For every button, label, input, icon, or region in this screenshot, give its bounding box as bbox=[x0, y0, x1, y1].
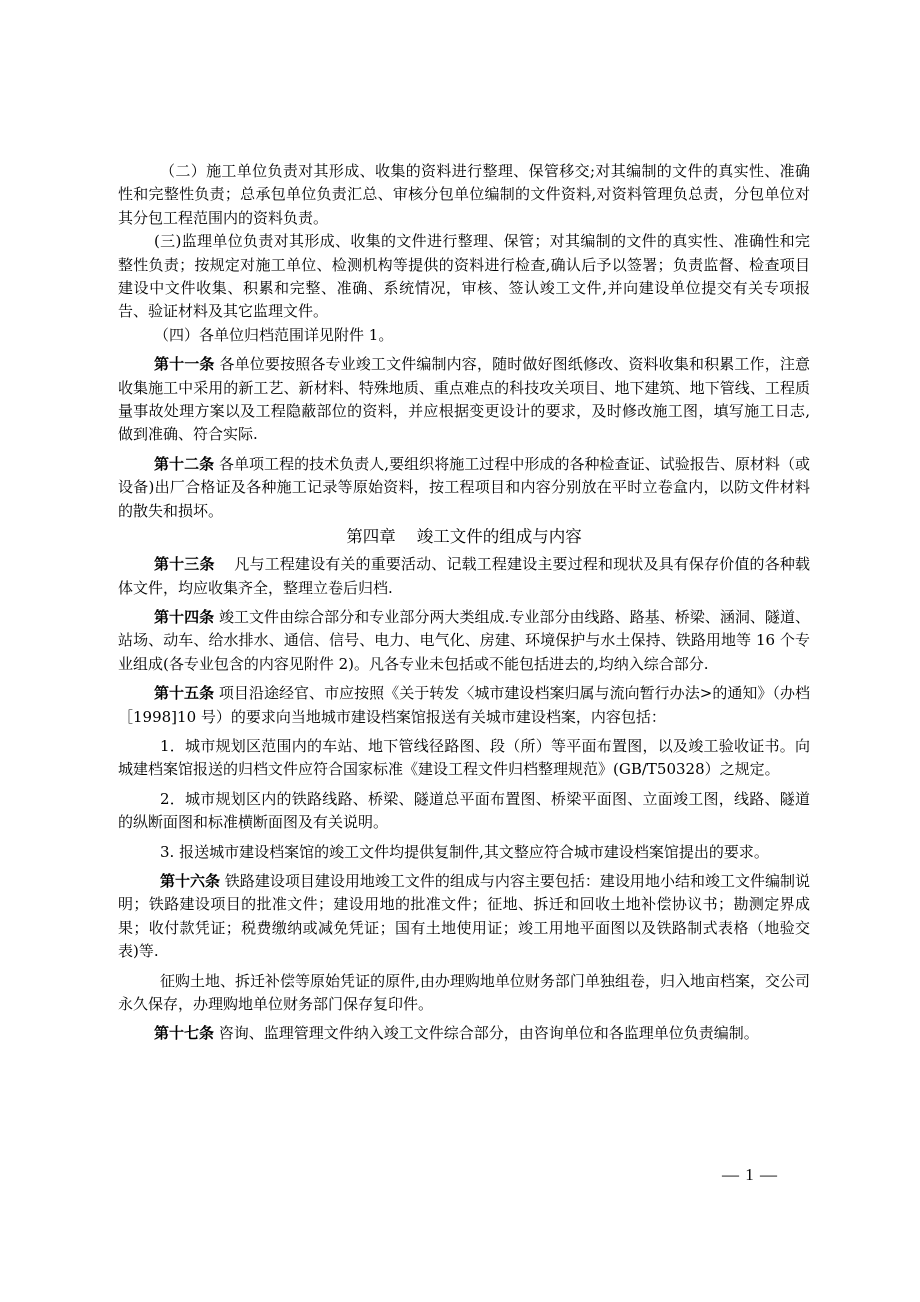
article-number: 第十三条 bbox=[154, 555, 215, 574]
article-text: 各单位要按照各专业竣工文件编制内容，随时做好图纸修改、资料收集和积累工作，注意收集施工中采用的新工艺、新材料、特殊地质、重点难点的科技攻关项目、地下建筑、地下管线、工程质量事故处理方案以及工程隐蔽部位的资料，并应根据变更设计的要求，及时修改施工图，填写施工日志,做到准确、符合实际. bbox=[118, 355, 810, 444]
article-13 bbox=[118, 553, 810, 600]
article-text: 各单项工程的技术负责人,要组织将施工过程中形成的各种检查证、试验报告、原材料（或设备)出厂合格证及各种施工记录等原始资料，按工程项目和内容分别放在平时立卷盒内，以防文件材料的散失和损坏。 bbox=[118, 454, 810, 520]
article-12 bbox=[118, 453, 810, 523]
list-item-3 bbox=[118, 841, 810, 864]
article-14 bbox=[118, 606, 810, 676]
list-item-text: 3. 报送城市建设档案馆的竣工文件均提供复制件,其文整应符合城市建设档案馆提出的要求。 bbox=[160, 842, 769, 861]
paragraph-text: 征购土地、拆迁补偿等原始凭证的原件,由办理购地单位财务部门单独组卷，归入地亩档案，交公司永久保存，办理购地单位财务部门保存复印件。 bbox=[118, 971, 810, 1013]
article-number: 第十四条 bbox=[154, 607, 215, 626]
article-number: 第十五条 bbox=[154, 684, 215, 703]
paragraph-text: （四）各单位归档范围详见附件 1。 bbox=[154, 325, 394, 344]
article-text: 项目沿途经官、市应按照《关于转发〈城市建设档案归属与流向暂行办法>的通知》（办档［1998]10 号）的要求向当地城市建设档案馆报送有关城市建设档案，内容包括： bbox=[118, 684, 810, 726]
list-item-2 bbox=[118, 788, 810, 835]
article-16 bbox=[118, 870, 810, 964]
article-number: 第十六条 bbox=[160, 871, 221, 890]
chapter-title: 第四章 竣工文件的组成与内容 bbox=[346, 527, 582, 547]
paragraph-construction-unit bbox=[118, 160, 810, 230]
paragraph-text: (三)监理单位负责对其形成、收集的文件进行整理、保管；对其编制的文件的真实性、准确性和完整性负责；按规定对施工单位、检测机构等提供的资料进行检查,确认后予以签署；负责监督、检查项目建设中文件收集、积累和完整、准确、系统情况，审核、签认竣工文件,并向建设单位提交有关专项报告、验证材料及其它监理文件。 bbox=[118, 232, 810, 321]
paragraph-text: （二）施工单位负责对其形成、收集的资料进行整理、保管移交;对其编制的文件的真实性、准确性和完整性负责；总承包单位负责汇总、审核分包单位编制的文件资料,对资料管理负总责，分包单位对其分包工程范围内的资料负责。 bbox=[118, 162, 810, 227]
article-number: 第十二条 bbox=[154, 454, 215, 473]
article-11 bbox=[118, 353, 810, 447]
list-item-text: 2．城市规划区内的铁路线路、桥梁、隧道总平面布置图、桥梁平面图、立面竣工图，线路、隧道的纵断面图和标准横断面图及有关说明。 bbox=[118, 789, 810, 832]
article-text: 凡与工程建设有关的重要活动、记载工程建设主要过程和现状及具有保存价值的各种载体文件，均应收集齐全，整理立卷后归档. bbox=[118, 555, 810, 597]
paragraph-archive-scope bbox=[118, 324, 810, 347]
list-item-text: 1．城市规划区范围内的车站、地下管线径路图、段（所）等平面布置图，以及竣工验收证书。向城建档案馆报送的归档文件应符合国家标准《建设工程文件归档整理规范》(GB/T50328）之规定。 bbox=[118, 736, 810, 779]
document-body bbox=[118, 160, 810, 1046]
paragraph-land-records bbox=[118, 970, 810, 1017]
article-text: 咨询、监理管理文件纳入竣工文件综合部分，由咨询单位和各监理单位负责编制。 bbox=[214, 1024, 759, 1043]
article-15 bbox=[118, 682, 810, 729]
article-17 bbox=[118, 1022, 810, 1045]
article-number: 第十七条 bbox=[154, 1024, 215, 1043]
list-item-1 bbox=[118, 735, 810, 782]
article-text: 铁路建设项目建设用地竣工文件的组成与内容主要包括：建设用地小结和竣工文件编制说明；铁路建设项目的批准文件；建设用地的批准文件；征地、拆迁和回收土地补偿协议书；勘测定界成果；收付款凭证；税费缴纳或减免凭证；国有土地使用证；竣工用地平面图以及铁路制式表格（地验交表)等. bbox=[118, 871, 810, 961]
article-text: 竣工文件由综合部分和专业部分两大类组成.专业部分由线路、路基、桥梁、涵洞、隧道、站场、动车、给水排水、通信、信号、电力、电气化、房建、环境保护与水土保持、铁路用地等 16 个专业组成(各专业包含的内容见附件 2)。凡各专业未包括或不能包括进去的,均纳入综合部分. bbox=[118, 607, 810, 673]
article-number: 第十一条 bbox=[154, 355, 215, 374]
paragraph-supervision-unit bbox=[118, 230, 810, 324]
page-number: — 1 — bbox=[722, 1165, 778, 1184]
